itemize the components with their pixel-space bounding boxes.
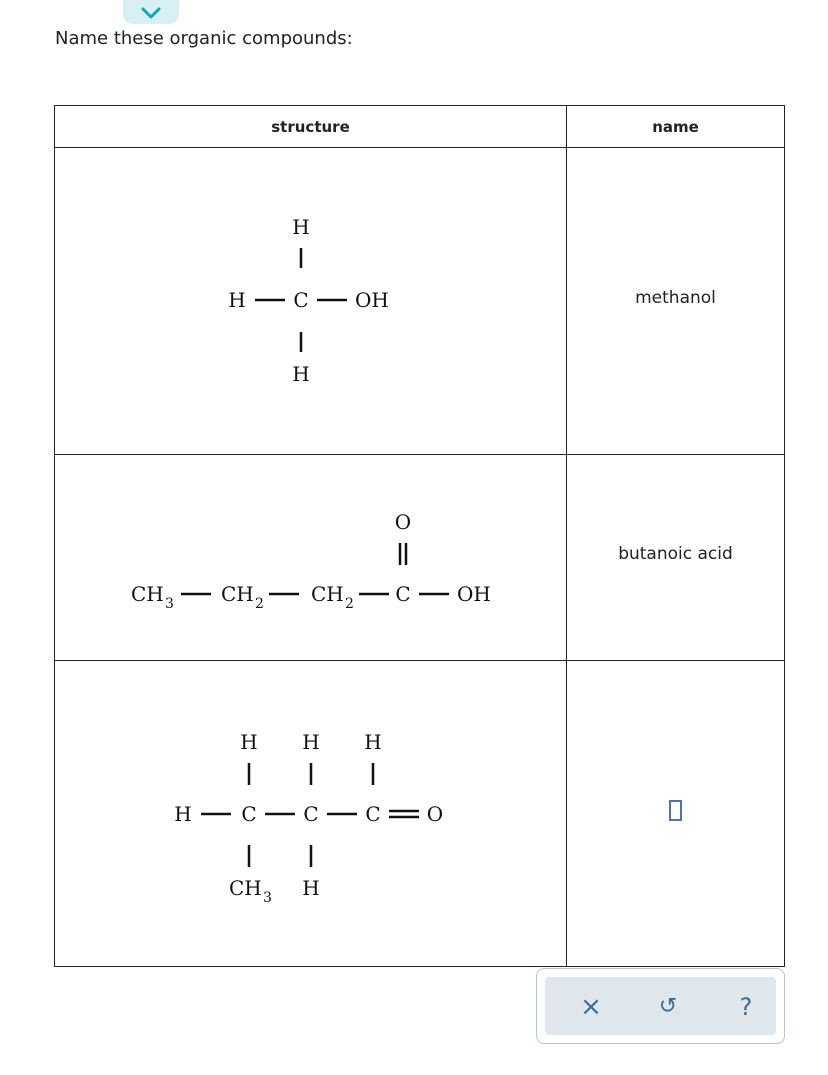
undo-button[interactable] — [653, 992, 683, 1022]
close-icon: × — [580, 992, 602, 1022]
atom-label: C — [241, 802, 257, 826]
atom-label: H — [228, 288, 246, 312]
collapse-button[interactable] — [123, 0, 179, 24]
atom-label: H — [364, 730, 382, 754]
atom-label: O — [426, 802, 444, 826]
column-divider — [566, 106, 567, 966]
name-butanoic-acid: butanoic acid — [618, 544, 733, 564]
structure-methanol — [55, 148, 566, 454]
help-button[interactable] — [731, 992, 761, 1022]
group-label: OH — [457, 582, 491, 606]
atom-label: H — [240, 730, 258, 754]
structure-butanoic-acid — [55, 455, 566, 660]
atom-label: H — [302, 876, 320, 900]
chevron-down-icon — [140, 6, 162, 20]
question-prompt: Name these organic compounds: — [55, 28, 353, 49]
toolbar-panel — [545, 977, 776, 1035]
group-label: OH — [355, 288, 389, 312]
atom-label: H — [292, 215, 310, 239]
atom-label: O — [394, 510, 412, 534]
answer-toolbar — [536, 968, 785, 1044]
header-structure: structure — [271, 118, 350, 136]
atom-label: H — [302, 730, 320, 754]
subscript: 2 — [255, 596, 264, 612]
atom-label: C — [395, 582, 411, 606]
subscript: 2 — [345, 596, 354, 612]
atom-label: H — [292, 362, 310, 386]
help-icon: ? — [739, 993, 753, 1021]
subscript: 3 — [165, 596, 174, 612]
subscript: 3 — [263, 890, 272, 906]
group-label: CH — [221, 582, 254, 606]
atom-label: C — [365, 802, 381, 826]
structure-unknown — [55, 661, 566, 966]
undo-icon: ↺ — [658, 994, 678, 1019]
header-name: name — [652, 118, 699, 136]
atom-label: C — [293, 288, 309, 312]
atom-label: C — [303, 802, 319, 826]
name-methanol: methanol — [635, 288, 716, 308]
group-label: CH — [131, 582, 164, 606]
group-label: CH — [229, 876, 262, 900]
clear-button[interactable] — [576, 992, 606, 1022]
group-label: CH — [311, 582, 344, 606]
atom-label: H — [174, 802, 192, 826]
compounds-table — [54, 105, 785, 967]
answer-input[interactable] — [669, 800, 682, 821]
